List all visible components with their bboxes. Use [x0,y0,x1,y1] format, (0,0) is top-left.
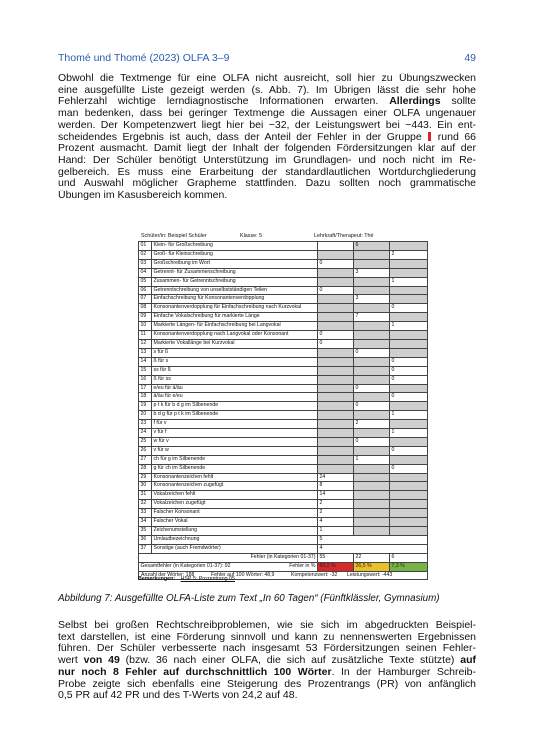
group-2-cell: 6 [354,242,390,251]
table-row [139,544,428,553]
category-label: Konsonantenzeichen zugefügt [152,482,318,491]
group-3-cell [390,384,428,393]
group-1-cell [318,304,354,313]
group-1-cell [318,277,354,286]
group-1-cell [318,366,354,375]
row-number: 18 [139,393,152,402]
group-2-cell [354,322,390,331]
category-label: Umlautbezeichnung [152,535,318,544]
group-2-cell [354,464,390,473]
group-2-cell [354,357,390,366]
group-1-cell [318,393,354,402]
category-label: ä/äu für e/eu [152,393,318,402]
group-2-cell: 0 [354,437,390,446]
olfa-form [138,232,408,580]
group-1-cell [318,455,354,464]
group-2-cell [354,393,390,402]
row-number: 20 [139,411,152,420]
category-label: Klein- für Großschreibung [152,242,318,251]
row-number: 02 [139,250,152,259]
table-row [139,473,428,482]
category-label: Einfache Vokalschreibung für markierte Länge [152,313,318,322]
table-row [139,259,428,268]
table-row [139,429,428,438]
paragraph-1-line: eine ausgefüllte Liste gezeigt werden (s. Abb. 7). Im Übrigen lässt die sehr hohe [58,84,476,96]
running-title: Thomé und Thomé (2023) OLFA 3–9 [58,52,230,64]
row-number: 05 [139,277,152,286]
percent-value: 7,3 % [390,562,428,571]
group-1-cell [318,429,354,438]
group-2-cell [354,286,390,295]
group-3-cell [390,518,428,527]
row-number: 27 [139,455,152,464]
group-1-cell [318,242,354,251]
row-number: 23 [139,420,152,429]
bold-text: Allerdings [389,96,441,108]
row-number: 15 [139,366,152,375]
category-label: Getrennt- für Zusammenschreibung [152,268,318,277]
table-row [139,446,428,455]
paragraph-2-line: nur noch 8 Fehler auf durchschnittlich 100 Wörter. In der Hamburger Schreib- [58,666,476,678]
row-number: 34 [139,518,152,527]
competence-value: Kompetenzwert: -32 [291,571,338,578]
group-1-cell [318,250,354,259]
row-number: 35 [139,527,152,536]
page-number: 49 [464,52,476,64]
category-label: Getrenntschreibung von unselbstständigen Teilen [152,286,318,295]
table-row [139,366,428,375]
group-marker-icon [428,132,431,141]
table-row [139,331,428,340]
category-label: p t k für b d g im Silbenende [152,402,318,411]
group-1-cell: 8 [318,482,354,491]
group-1-cell: 2 [318,500,354,509]
table-row [139,482,428,491]
group-1-cell: 0 [318,286,354,295]
group-1-cell [318,446,354,455]
category-label: Einfachschreibung für Konsonantenverdopplung [152,295,318,304]
table-row [139,304,428,313]
figure-caption: Abbildung 7: Ausgefüllte OLFA-Liste zum Text „In 60 Tagen“ (Fünftklässler, Gymnasium) [58,593,440,604]
remarks [138,576,235,582]
table-row [139,500,428,509]
sum-row [139,553,428,562]
group-3-cell [390,268,428,277]
percent-row [139,562,428,571]
paragraph-1-line: und Auswahl möglicher Grapheme stattfinden. Dazu sollten noch grammatische [58,178,476,190]
paragraph-2-line: wert von 49 (bzw. 36 nach einer OLFA, die sich auf zusätzliche Texte stützte) auf [58,655,476,667]
student-label: Schüler/in: Beispiel Schüler [141,233,207,239]
table-row [139,402,428,411]
group-2-cell: 7 [354,313,390,322]
paragraph-1-line: Prozent ausmacht. Damit liegt der Inhalt der folgenden Fördersitzungen klar auf der [58,143,476,155]
group-1-cell [318,322,354,331]
category-label: g für ch im Silbenende [152,464,318,473]
group-1-cell: 1 [318,527,354,536]
category-label: Konsonantenverdopplung nach Langvokal oder Konsonant [152,331,318,340]
paragraph-1-line: scheidendes Ergebnis ist auch, dass der Anteil der Fehler in der Gruppe rund 66 [58,131,476,143]
teacher-label: Lehrkraft/Therapeut: Thé [314,233,374,239]
row-number: 01 [139,242,152,251]
table-row [139,322,428,331]
group-2-cell [354,375,390,384]
group-2-cell: 0 [354,384,390,393]
group-1-cell: 0 [318,259,354,268]
remarks-label: Bemerkungen: [138,576,176,582]
table-row [139,464,428,473]
page-header [58,52,476,66]
percent-value: 26,5 % [354,562,390,571]
group-1-cell [318,357,354,366]
category-label: ß für ss [152,375,318,384]
group-3-cell: 0 [390,393,428,402]
table-row [139,527,428,536]
group-1-cell [318,411,354,420]
paragraph-2-line: Selbst bei großen Rechtschreibproblemen, wie sie sich im abgedruckten Beispiel- [58,620,476,631]
group-3-cell [390,313,428,322]
group-2-cell [354,518,390,527]
group-3-cell: 0 [390,464,428,473]
group-2-cell [354,527,390,536]
category-label: Markierte Vokallänge bei Kurzvokal [152,339,318,348]
form-header-row [138,232,408,241]
group-3-cell: 1 [390,411,428,420]
percent-label: Fehler in % [289,562,316,569]
row-number: 16 [139,375,152,384]
group-1-cell: 2 [318,509,354,518]
group-3-cell [390,259,428,268]
table-row [139,518,428,527]
group-3-cell [390,482,428,491]
category-label: f für v [152,420,318,429]
group-2-cell [354,259,390,268]
sum-value: 6 [390,553,428,562]
paragraph-2-line: text darstellen, ist eine Förderung sinnvoll und kann zu nennenswerten Ergebnissen [58,631,476,643]
category-label: ch für g im Silbenende [152,455,318,464]
paragraph-1 [58,73,476,202]
row-number: 37 [139,544,152,553]
table-row [139,295,428,304]
table-row [139,437,428,446]
table-row [139,242,428,251]
row-number: 30 [139,482,152,491]
category-label: Falscher Vokal [152,518,318,527]
paragraph-1-line: gelbereich. Es muss eine Erarbeitung der standardlautlichen Wortdurchgliederung [58,166,476,178]
group-2-cell [354,482,390,491]
row-number: 06 [139,286,152,295]
group-1-cell [318,313,354,322]
row-number: 04 [139,268,152,277]
table-row [139,375,428,384]
sum-value: 22 [354,553,390,562]
group-1-cell [318,384,354,393]
bold-text: von 49 [83,655,120,667]
group-3-cell [390,402,428,411]
paragraph-2-line: 0,5 PR auf 42 PR und des T-Werts von 24,2 auf 48. [58,690,298,702]
group-1-cell [318,375,354,384]
class-label: Klasse: 5 [240,233,263,239]
paragraph-2 [58,620,476,702]
group-3-cell: 0 [390,446,428,455]
table-row [139,491,428,500]
group-3-cell [390,286,428,295]
table-row [139,339,428,348]
row-number: 09 [139,313,152,322]
group-2-cell [354,277,390,286]
group-3-cell [390,509,428,518]
group-3-cell [390,420,428,429]
errors-per-100: Fehler auf 100 Wörter: 48,9 [211,571,275,578]
group-2-cell: 3 [354,268,390,277]
group-3-cell [390,242,428,251]
row-number: 14 [139,357,152,366]
category-label: Markierte Längen- für Einfachschreibung bei Langvokal [152,322,318,331]
row-number: 17 [139,384,152,393]
bold-text: auf [460,655,476,667]
table-row [139,268,428,277]
row-number: 13 [139,348,152,357]
group-2-cell: 0 [354,402,390,411]
paragraph-1-line: man bedenken, dass bei geringer Textmenge die Aussagen einer OLFA ungenauer [58,108,476,120]
extra-value: 4 [318,544,428,553]
row-number: 24 [139,429,152,438]
group-3-cell: 1 [390,277,428,286]
group-1-cell: 24 [318,473,354,482]
category-label: Vokalzeichen fehlt [152,491,318,500]
group-3-cell [390,455,428,464]
row-number: 31 [139,491,152,500]
group-2-cell: 1 [354,455,390,464]
row-number: 29 [139,473,152,482]
group-2-cell [354,339,390,348]
table-row [139,535,428,544]
table-row [139,393,428,402]
category-label: Falscher Konsonant [152,509,318,518]
group-3-cell: 1 [390,322,428,331]
total-label: Gesamtfehler (in Kategorien 01-37): 92 [140,562,231,569]
group-3-cell: 0 [390,366,428,375]
olfa-table [138,241,428,580]
paragraph-1-line: Übungen im Kasusbereich kommen. [58,190,228,202]
category-label: Sonstige (auch Fremdwörter) [152,544,318,553]
paragraph-2-line: führen. Der Schüler verbesserte nach insgesamt 53 Fördersitzungen seinen Fehler- [58,643,476,655]
group-1-cell [318,268,354,277]
paragraph-1-line: werden. Der Kompetenzwert liegt hier bei −32, der Leistungswert bei −443. Ein ent- [58,119,476,131]
table-row [139,357,428,366]
group-3-cell: 0 [390,304,428,313]
group-3-cell [390,491,428,500]
group-3-cell [390,527,428,536]
group-1-cell [318,464,354,473]
group-2-cell [354,429,390,438]
row-number: 07 [139,295,152,304]
group-2-cell [354,304,390,313]
paragraph-1-line: Hand: Der Schüler benötigt Unterstützung im Grundlagen- und noch nicht im Re- [58,154,476,166]
group-2-cell [354,446,390,455]
group-3-cell: 0 [390,375,428,384]
paragraph-1-line: Obwohl die Textmenge für eine OLFA nicht ausreicht, soll hier zu Übungszwecken [58,73,476,84]
group-3-cell: 0 [390,357,428,366]
group-1-cell: 4 [318,518,354,527]
category-label: Großschreibung im Wort [152,259,318,268]
category-label: Zusammen- für Getrenntschreibung [152,277,318,286]
group-3-cell [390,331,428,340]
category-label: e/eu für ä/äu [152,384,318,393]
row-number: 19 [139,402,152,411]
group-3-cell [390,339,428,348]
category-label: Konsonantenverdopplung für Einfachschreibung nach Kurzvokal [152,304,318,313]
category-label: Vokalzeichen zugefügt [152,500,318,509]
category-label: v für w [152,446,318,455]
group-2-cell [354,366,390,375]
row-number: 08 [139,304,152,313]
group-2-cell [354,491,390,500]
group-1-cell: 0 [318,339,354,348]
group-1-cell: 0 [318,331,354,340]
table-row [139,313,428,322]
category-label: w für v [152,437,318,446]
percent-value: 60,2 % [318,562,354,571]
group-1-cell [318,295,354,304]
row-number: 11 [139,331,152,340]
group-3-cell [390,473,428,482]
category-label: s für ß [152,348,318,357]
row-number: 33 [139,509,152,518]
category-label: b d g für p t k im Silbenende [152,411,318,420]
group-3-cell: 2 [390,250,428,259]
group-1-cell [318,402,354,411]
category-label: ß für s [152,357,318,366]
group-2-cell [354,473,390,482]
table-row [139,384,428,393]
group-1-cell [318,348,354,357]
group-3-cell [390,437,428,446]
group-1-cell [318,420,354,429]
table-row [139,277,428,286]
category-label: Zeichenumstellung [152,527,318,536]
group-2-cell [354,331,390,340]
row-number: 36 [139,535,152,544]
group-2-cell [354,250,390,259]
bold-text: nur noch 8 Fehler auf durchschnittlich 100 Wörter [58,666,332,678]
paragraph-1-line: Fehlerzahl wichtige lerndiagnostische Informationen erwarten. Allerdings sollte [58,96,476,108]
table-row [139,250,428,259]
row-number: 26 [139,446,152,455]
group-3-cell [390,348,428,357]
row-number: 03 [139,259,152,268]
group-3-cell [390,500,428,509]
category-label: Groß- für Kleinschreibung [152,250,318,259]
group-3-cell [390,295,428,304]
table-row [139,286,428,295]
category-label: v für f [152,429,318,438]
group-2-cell [354,500,390,509]
performance-value: Leistungswert: -443 [347,571,393,578]
paragraph-2-line: Probe zeigte sich ebenfalls eine Steigerung des Prozentrangs (PR) von anfänglich [58,678,476,690]
category-label: ss für ß [152,366,318,375]
group-1-cell [318,437,354,446]
table-row [139,509,428,518]
group-2-cell [354,411,390,420]
table-row [139,455,428,464]
group-2-cell [354,509,390,518]
group-2-cell: 3 [354,295,390,304]
group-2-cell: 2 [354,420,390,429]
sum-value: 55 [318,553,354,562]
group-3-cell: 1 [390,429,428,438]
remarks-value: HSP 5: Prozentrang 05 [180,576,235,582]
extra-value: 5 [318,535,428,544]
words-count: Anzahl der Wörter: 188 [141,571,195,578]
table-row [139,411,428,420]
table-row [139,420,428,429]
row-number: 10 [139,322,152,331]
group-1-cell: 14 [318,491,354,500]
sum-label: Fehler (in Kategorien 01-37) [139,553,318,562]
table-row [139,348,428,357]
row-number: 12 [139,339,152,348]
row-number: 25 [139,437,152,446]
row-number: 32 [139,500,152,509]
category-label: Konsonantenzeichen fehlt [152,473,318,482]
row-number: 28 [139,464,152,473]
group-2-cell: 0 [354,348,390,357]
total-cell [139,562,318,571]
